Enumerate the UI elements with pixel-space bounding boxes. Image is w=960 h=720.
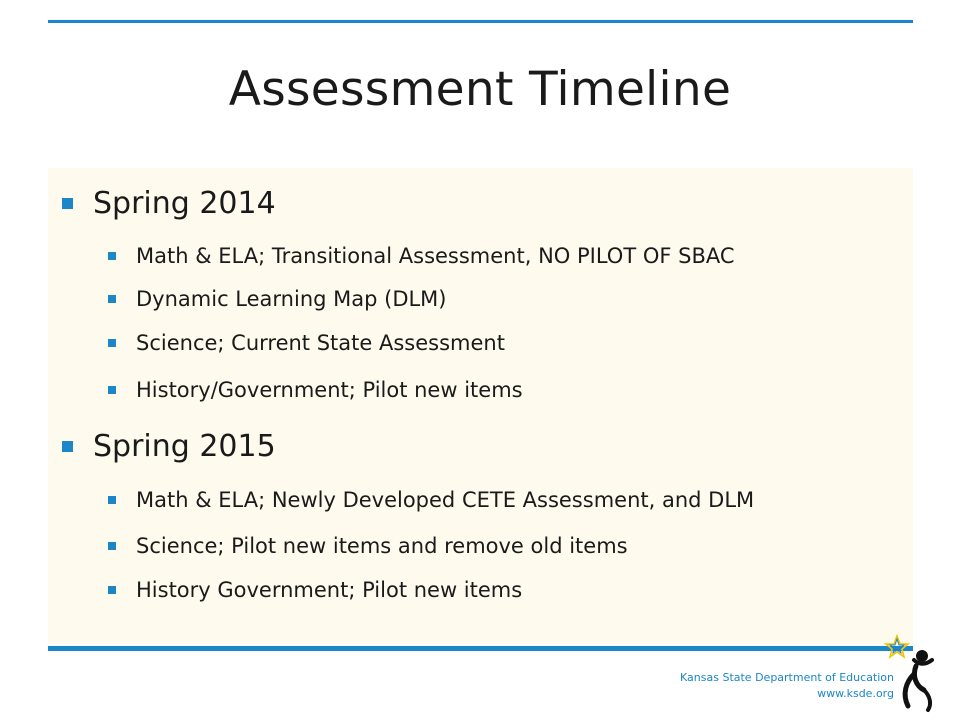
square-bullet-icon <box>108 386 116 394</box>
square-bullet-icon <box>62 198 73 209</box>
section-heading-spring-2015 <box>62 427 276 467</box>
bottom-divider <box>48 646 913 651</box>
list-item <box>108 486 754 514</box>
content-area <box>48 168 913 644</box>
square-bullet-icon <box>108 542 116 550</box>
ksde-logo-icon <box>880 634 940 714</box>
square-bullet-icon <box>108 339 116 347</box>
footer-url: www.ksde.org <box>817 687 894 700</box>
top-divider <box>48 20 913 23</box>
square-bullet-icon <box>108 295 116 303</box>
list-item <box>108 242 735 270</box>
list-item <box>108 329 505 357</box>
square-bullet-icon <box>108 586 116 594</box>
section-heading-label: Spring 2014 <box>93 186 276 221</box>
list-item-label: Math & ELA; Transitional Assessment, NO PILOT OF SBAC <box>136 244 735 268</box>
list-item <box>108 576 522 604</box>
section-heading-label: Spring 2015 <box>93 429 276 464</box>
footer <box>680 670 894 702</box>
list-item-label: Science; Pilot new items and remove old items <box>136 534 628 558</box>
footer-org: Kansas State Department of Education <box>680 671 894 684</box>
list-item-label: History/Government; Pilot new items <box>136 378 523 402</box>
list-item-label: Science; Current State Assessment <box>136 331 505 355</box>
square-bullet-icon <box>108 252 116 260</box>
list-item <box>108 376 523 404</box>
list-item <box>108 532 628 560</box>
list-item-label: History Government; Pilot new items <box>136 578 523 602</box>
section-heading-spring-2014 <box>62 184 276 224</box>
list-item-label: Math & ELA; Newly Developed CETE Assessment, and DLM <box>136 488 755 512</box>
slide-title: Assessment Timeline <box>228 62 732 117</box>
list-item-label: Dynamic Learning Map (DLM) <box>136 287 447 311</box>
list-item <box>108 285 447 313</box>
square-bullet-icon <box>62 441 73 452</box>
square-bullet-icon <box>108 496 116 504</box>
